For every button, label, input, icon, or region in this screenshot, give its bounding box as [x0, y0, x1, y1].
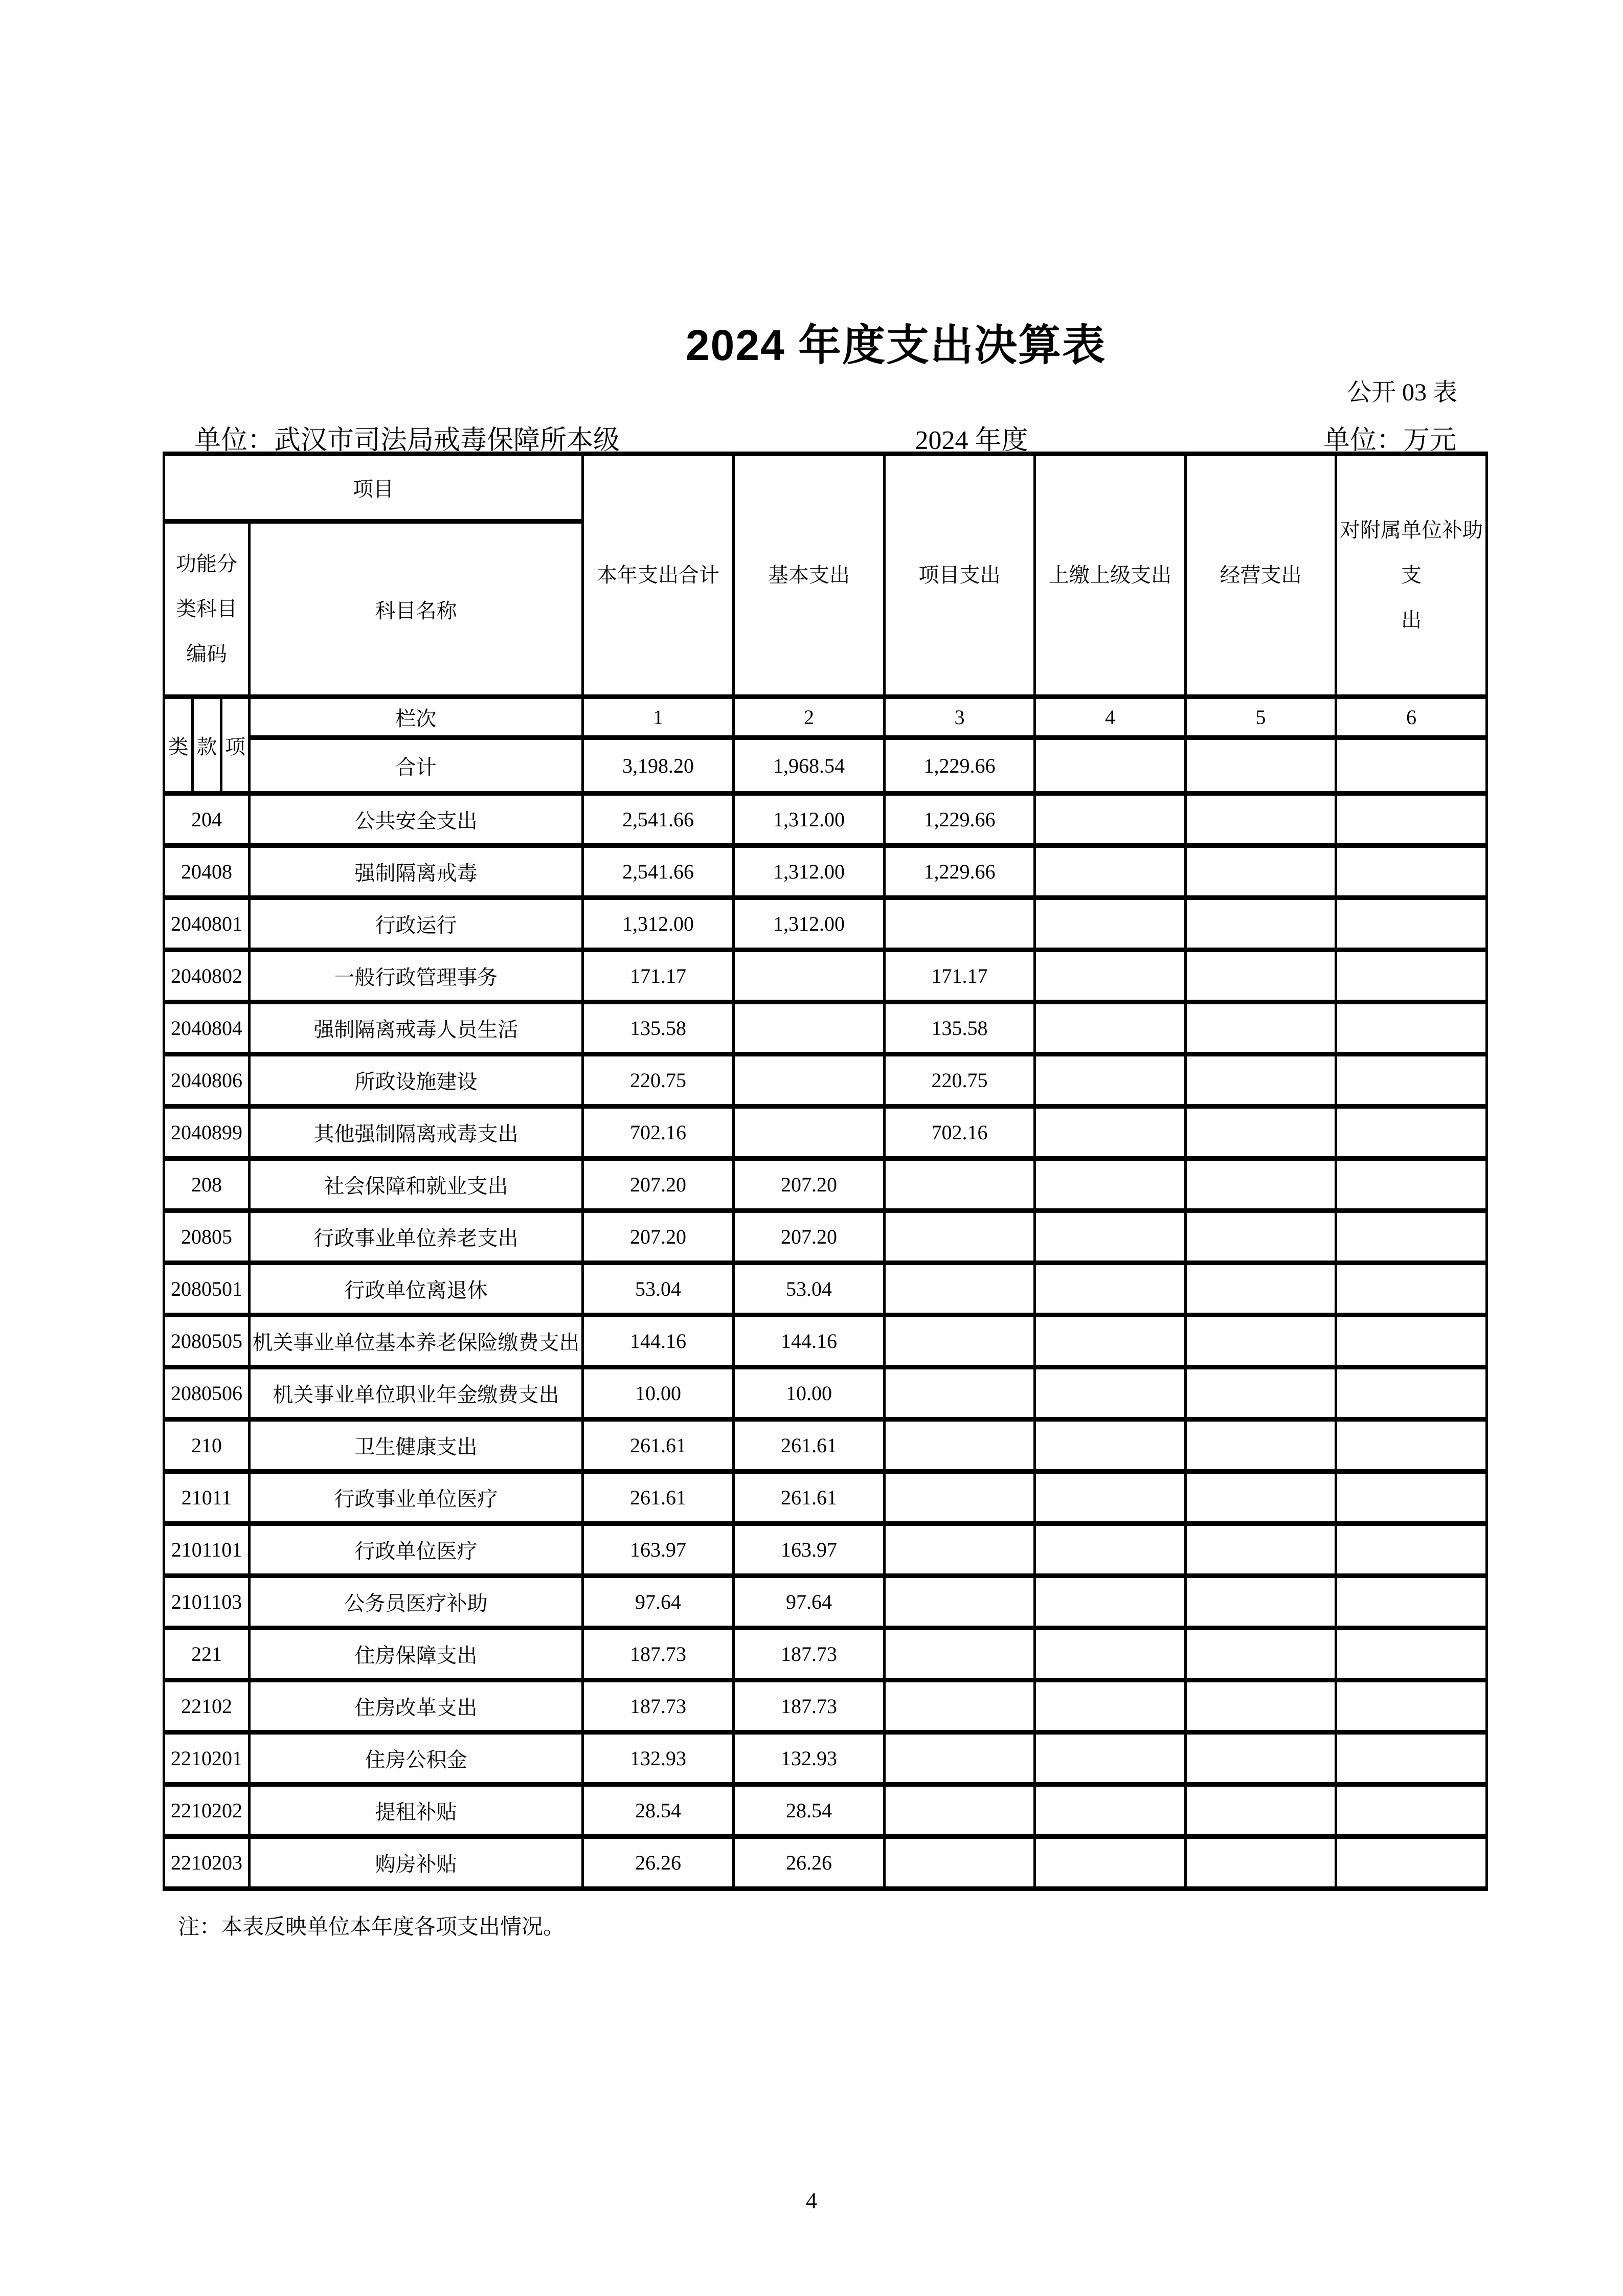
row-function-code: 20805 [164, 1211, 250, 1263]
table-row [164, 950, 1487, 1002]
header-code-section: 款 [193, 697, 221, 794]
row-value-col2: 1,312.00 [734, 846, 885, 898]
row-function-code: 2210203 [164, 1837, 250, 1889]
row-value-col5 [1186, 794, 1336, 846]
total-row [164, 738, 1487, 794]
row-value-col2: 261.61 [734, 1472, 885, 1524]
row-value-col4 [1035, 1315, 1186, 1367]
row-value-col5 [1186, 1472, 1336, 1524]
row-subject-name: 一般行政管理事务 [250, 950, 583, 1002]
header-col-upturned: 上缴上级支出 [1035, 454, 1186, 697]
lanci-number-6: 6 [1336, 697, 1487, 738]
total-value-col2: 1,968.54 [734, 738, 885, 794]
row-value-col3: 171.17 [885, 950, 1035, 1002]
row-function-code: 2210201 [164, 1732, 250, 1785]
row-subject-name: 提租补贴 [250, 1785, 583, 1837]
form-code-label: 公开 03 表 [1346, 379, 1457, 406]
row-value-col5 [1186, 1159, 1336, 1211]
lanci-number-3: 3 [885, 697, 1035, 738]
row-value-col1: 207.20 [583, 1211, 734, 1263]
row-subject-name: 机关事业单位职业年金缴费支出 [250, 1367, 583, 1420]
row-subject-name: 住房保障支出 [250, 1628, 583, 1680]
row-value-col2: 144.16 [734, 1315, 885, 1367]
row-value-col1: 261.61 [583, 1472, 734, 1524]
row-function-code: 22102 [164, 1680, 250, 1732]
row-value-col5 [1186, 898, 1336, 950]
expenditure-table [163, 452, 1488, 1891]
table-row [164, 1628, 1487, 1680]
row-value-col1: 220.75 [583, 1054, 734, 1107]
row-value-col2: 187.73 [734, 1680, 885, 1732]
row-value-col4 [1035, 1367, 1186, 1420]
row-value-col5 [1186, 1785, 1336, 1837]
row-function-code: 2080506 [164, 1367, 250, 1420]
row-value-col6 [1336, 1680, 1487, 1732]
row-value-col6 [1336, 846, 1487, 898]
row-value-col2: 132.93 [734, 1732, 885, 1785]
row-value-col4 [1035, 794, 1186, 846]
row-function-code: 20408 [164, 846, 250, 898]
row-value-col2: 1,312.00 [734, 898, 885, 950]
row-value-col2 [734, 1054, 885, 1107]
total-value-col4 [1035, 738, 1186, 794]
row-value-col6 [1336, 1837, 1487, 1889]
row-value-col3 [885, 1367, 1035, 1420]
header-col-subsidiary: 对附属单位补助支 出 [1336, 454, 1487, 697]
table-row [164, 1002, 1487, 1054]
row-function-code: 208 [164, 1159, 250, 1211]
row-value-col1: 702.16 [583, 1107, 734, 1159]
header-function-code: 功能分 类科目 编码 [164, 522, 250, 697]
row-value-col2 [734, 1002, 885, 1054]
row-value-col4 [1035, 1785, 1186, 1837]
table-note: 注：本表反映单位本年度各项支出情况。 [178, 1916, 565, 1939]
table-row [164, 1837, 1487, 1889]
row-function-code: 2040899 [164, 1107, 250, 1159]
row-function-code: 204 [164, 794, 250, 846]
row-value-col4 [1035, 1680, 1186, 1732]
row-value-col4 [1035, 1524, 1186, 1576]
row-subject-name: 购房补贴 [250, 1837, 583, 1889]
header-lanci-label: 栏次 [250, 697, 583, 738]
fiscal-year: 2024 年度 [915, 426, 1028, 455]
table-row [164, 898, 1487, 950]
row-value-col6 [1336, 1524, 1487, 1576]
row-value-col1: 2,541.66 [583, 846, 734, 898]
row-value-col6 [1336, 898, 1487, 950]
row-value-col6 [1336, 1785, 1487, 1837]
row-value-col6 [1336, 1628, 1487, 1680]
row-value-col1: 53.04 [583, 1263, 734, 1315]
row-value-col5 [1186, 1420, 1336, 1472]
row-value-col6 [1336, 794, 1487, 846]
row-value-col6 [1336, 1002, 1487, 1054]
row-value-col4 [1035, 1837, 1186, 1889]
row-value-col4 [1035, 898, 1186, 950]
row-value-col5 [1186, 1732, 1336, 1785]
row-subject-name: 强制隔离戒毒 [250, 846, 583, 898]
row-value-col1: 144.16 [583, 1315, 734, 1367]
header-code-class: 类 [164, 697, 193, 794]
lanci-number-2: 2 [734, 697, 885, 738]
row-subject-name: 住房公积金 [250, 1732, 583, 1785]
row-function-code: 2101103 [164, 1576, 250, 1628]
row-value-col3: 1,229.66 [885, 846, 1035, 898]
row-value-col5 [1186, 1367, 1336, 1420]
header-project: 项目 [164, 454, 583, 522]
row-value-col4 [1035, 1732, 1186, 1785]
table-row [164, 1054, 1487, 1107]
row-value-col1: 26.26 [583, 1837, 734, 1889]
page-title: 2024 年度支出决算表 [685, 321, 1107, 369]
row-value-col3 [885, 1315, 1035, 1367]
row-value-col6 [1336, 1054, 1487, 1107]
header-code-item: 项 [221, 697, 250, 794]
header-col-total: 本年支出合计 [583, 454, 734, 697]
row-value-col1: 207.20 [583, 1159, 734, 1211]
row-subject-name: 其他强制隔离戒毒支出 [250, 1107, 583, 1159]
row-value-col6 [1336, 1263, 1487, 1315]
row-value-col5 [1186, 846, 1336, 898]
row-value-col3 [885, 1472, 1035, 1524]
table-row [164, 1315, 1487, 1367]
row-function-code: 2210202 [164, 1785, 250, 1837]
row-subject-name: 机关事业单位基本养老保险缴费支出 [250, 1315, 583, 1367]
row-function-code: 21011 [164, 1472, 250, 1524]
row-value-col4 [1035, 846, 1186, 898]
row-value-col2: 207.20 [734, 1211, 885, 1263]
row-value-col2: 10.00 [734, 1367, 885, 1420]
table-row [164, 794, 1487, 846]
row-value-col2: 1,312.00 [734, 794, 885, 846]
row-subject-name: 行政事业单位养老支出 [250, 1211, 583, 1263]
row-value-col2: 97.64 [734, 1576, 885, 1628]
row-value-col2: 261.61 [734, 1420, 885, 1472]
row-value-col1: 171.17 [583, 950, 734, 1002]
row-value-col6 [1336, 1732, 1487, 1785]
row-value-col1: 97.64 [583, 1576, 734, 1628]
total-value-col5 [1186, 738, 1336, 794]
lanci-number-4: 4 [1035, 697, 1186, 738]
row-value-col4 [1035, 1576, 1186, 1628]
row-value-col3 [885, 1785, 1035, 1837]
row-function-code: 221 [164, 1628, 250, 1680]
row-value-col4 [1035, 1054, 1186, 1107]
table-row [164, 1732, 1487, 1785]
row-function-code: 2040801 [164, 898, 250, 950]
row-value-col5 [1186, 1002, 1336, 1054]
row-value-col6 [1336, 1576, 1487, 1628]
row-value-col6 [1336, 1315, 1487, 1367]
header-subject-name: 科目名称 [250, 522, 583, 697]
row-subject-name: 公共安全支出 [250, 794, 583, 846]
table-row [164, 1785, 1487, 1837]
total-value-col1: 3,198.20 [583, 738, 734, 794]
lanci-number-1: 1 [583, 697, 734, 738]
row-function-code: 2080505 [164, 1315, 250, 1367]
row-value-col6 [1336, 1211, 1487, 1263]
row-value-col3 [885, 1576, 1035, 1628]
row-value-col2: 207.20 [734, 1159, 885, 1211]
row-value-col3: 135.58 [885, 1002, 1035, 1054]
lanci-number-5: 5 [1186, 697, 1336, 738]
total-value-col6 [1336, 738, 1487, 794]
row-value-col5 [1186, 1837, 1336, 1889]
row-value-col4 [1035, 1002, 1186, 1054]
unit-name: 单位：武汉市司法局戒毒保障所本级 [194, 426, 620, 455]
row-value-col5 [1186, 1263, 1336, 1315]
row-value-col1: 163.97 [583, 1524, 734, 1576]
row-function-code: 2040806 [164, 1054, 250, 1107]
row-value-col3 [885, 1837, 1035, 1889]
row-value-col2: 53.04 [734, 1263, 885, 1315]
header-col-project: 项目支出 [885, 454, 1035, 697]
table-row [164, 1420, 1487, 1472]
row-value-col3 [885, 1211, 1035, 1263]
table-row [164, 1576, 1487, 1628]
row-function-code: 2040802 [164, 950, 250, 1002]
row-value-col6 [1336, 1367, 1487, 1420]
row-value-col2: 163.97 [734, 1524, 885, 1576]
row-function-code: 2101101 [164, 1524, 250, 1576]
row-value-col1: 135.58 [583, 1002, 734, 1054]
row-value-col1: 187.73 [583, 1680, 734, 1732]
row-value-col2: 28.54 [734, 1785, 885, 1837]
row-value-col5 [1186, 1315, 1336, 1367]
row-value-col2 [734, 950, 885, 1002]
row-value-col5 [1186, 1107, 1336, 1159]
row-value-col3 [885, 1263, 1035, 1315]
row-value-col5 [1186, 1054, 1336, 1107]
table-row [164, 1524, 1487, 1576]
row-value-col2: 26.26 [734, 1837, 885, 1889]
table-row [164, 1367, 1487, 1420]
row-value-col4 [1035, 1107, 1186, 1159]
row-value-col5 [1186, 1628, 1336, 1680]
row-function-code: 2040804 [164, 1002, 250, 1054]
row-value-col1: 261.61 [583, 1420, 734, 1472]
row-value-col1: 132.93 [583, 1732, 734, 1785]
row-subject-name: 公务员医疗补助 [250, 1576, 583, 1628]
row-value-col5 [1186, 1524, 1336, 1576]
row-subject-name: 所政设施建设 [250, 1054, 583, 1107]
row-value-col3 [885, 1680, 1035, 1732]
row-value-col5 [1186, 1211, 1336, 1263]
row-value-col3 [885, 1524, 1035, 1576]
row-value-col6 [1336, 1472, 1487, 1524]
expenditure-table-wrap [163, 452, 1488, 1891]
row-value-col1: 2,541.66 [583, 794, 734, 846]
table-row [164, 1107, 1487, 1159]
row-value-col4 [1035, 1211, 1186, 1263]
meta-line [194, 418, 1456, 457]
row-value-col3 [885, 898, 1035, 950]
row-value-col1: 1,312.00 [583, 898, 734, 950]
row-subject-name: 行政事业单位医疗 [250, 1472, 583, 1524]
row-value-col5 [1186, 1680, 1336, 1732]
row-subject-name: 卫生健康支出 [250, 1420, 583, 1472]
table-row [164, 1263, 1487, 1315]
row-function-code: 210 [164, 1420, 250, 1472]
row-value-col5 [1186, 950, 1336, 1002]
table-row [164, 1472, 1487, 1524]
row-value-col3 [885, 1159, 1035, 1211]
table-row [164, 1680, 1487, 1732]
header-col-basic: 基本支出 [734, 454, 885, 697]
row-value-col3: 1,229.66 [885, 794, 1035, 846]
table-row [164, 846, 1487, 898]
row-value-col3: 702.16 [885, 1107, 1035, 1159]
row-value-col3 [885, 1732, 1035, 1785]
row-subject-name: 住房改革支出 [250, 1680, 583, 1732]
total-label: 合计 [250, 738, 583, 794]
row-value-col4 [1035, 1263, 1186, 1315]
row-value-col4 [1035, 1472, 1186, 1524]
row-value-col4 [1035, 1159, 1186, 1211]
row-value-col3 [885, 1628, 1035, 1680]
row-value-col4 [1035, 950, 1186, 1002]
row-value-col3 [885, 1420, 1035, 1472]
row-value-col2: 187.73 [734, 1628, 885, 1680]
header-col-operating: 经营支出 [1186, 454, 1336, 697]
row-subject-name: 行政单位离退休 [250, 1263, 583, 1315]
page-number: 4 [806, 2188, 817, 2213]
row-subject-name: 社会保障和就业支出 [250, 1159, 583, 1211]
row-value-col1: 10.00 [583, 1367, 734, 1420]
row-value-col1: 28.54 [583, 1785, 734, 1837]
row-subject-name: 强制隔离戒毒人员生活 [250, 1002, 583, 1054]
table-row [164, 1159, 1487, 1211]
row-value-col6 [1336, 1159, 1487, 1211]
row-value-col3: 220.75 [885, 1054, 1035, 1107]
row-subject-name: 行政单位医疗 [250, 1524, 583, 1576]
row-value-col4 [1035, 1420, 1186, 1472]
row-function-code: 2080501 [164, 1263, 250, 1315]
row-value-col6 [1336, 1107, 1487, 1159]
total-value-col3: 1,229.66 [885, 738, 1035, 794]
row-value-col2 [734, 1107, 885, 1159]
table-row [164, 1211, 1487, 1263]
row-value-col6 [1336, 1420, 1487, 1472]
row-value-col6 [1336, 950, 1487, 1002]
currency-unit: 单位：万元 [1323, 426, 1456, 455]
row-value-col5 [1186, 1576, 1336, 1628]
row-subject-name: 行政运行 [250, 898, 583, 950]
row-value-col4 [1035, 1628, 1186, 1680]
row-value-col1: 187.73 [583, 1628, 734, 1680]
